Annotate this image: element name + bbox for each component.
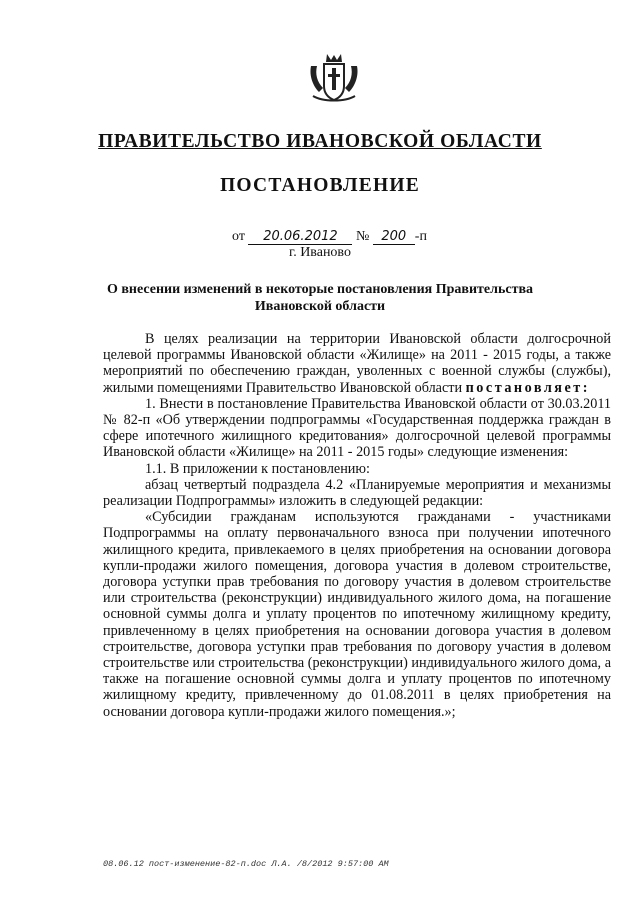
- document-meta: [232, 229, 427, 245]
- document-subject: О внесении изменений в некоторые постановления Правительства Ивановской области: [106, 282, 534, 314]
- preamble-paragraph: [103, 331, 611, 396]
- paragraph-1: 1. Внести в постановление Правительства Ивановской области от 30.03.2011 № 82-п «Об утверждении подпрограммы «Государственная поддержка граждан в сфере ипотечного жилищного кредитования» долгосрочной целевой программы Ивановской области «Жилище» на 2011 - 2015 годы» следующие изменения:: [103, 395, 611, 461]
- preamble-text: В целях реализации на территории Ивановской области долгосрочной целевой программы Ивановской области «Жилище» на 2011 - 2015 годы, а также мероприятий по обеспечению граждан, уволенных с военной службы (службы), жилыми помещениями Правительство Ивановской области: [103, 331, 611, 396]
- paragraph-1-1: 1.1. В приложении к постановлению:: [145, 460, 370, 477]
- number-suffix: -п: [414, 229, 427, 244]
- document-number: 200: [373, 229, 415, 245]
- file-footer: 08.06.12 пост-изменение-82-п.doc Л.А. /8/2012 9:57:00 AM: [103, 859, 389, 869]
- document-body: [103, 331, 611, 720]
- document-type: ПОСТАНОВЛЕНИЕ: [220, 175, 420, 196]
- document-date: 20.06.2012: [248, 229, 352, 245]
- city: г. Иваново: [289, 245, 351, 260]
- date-label: от: [232, 229, 245, 244]
- paragraph-quote: «Субсидии гражданам используются гражданами - участниками Подпрограммы на оплату первоначального взноса при получении ипотечного жилищного кредита, привлекаемого в целях приобретения на основании договора купли-продажи жилого помещения, договора участия в долевом строительстве, договора уступки прав требования по договору участия в долевом строительстве или строительства (реконструкции) индивидуального жилого дома, на погашение основной суммы долга и уплату процентов по ипотечному жилищному кредиту, привлеченному в целях приобретения на основании договора участия в долевом строительстве, договора уступки прав требования по договору участия в долевом строительстве или строительства (реконструкции) индивидуального жилого дома, а также на погашение основной суммы долга и уплату процентов по ипотечному жилищному кредиту, привлеченному до 01.08.2011 в целях приобретения на основании договора купли-продажи жилого помещения.»;: [103, 509, 611, 720]
- government-title: ПРАВИТЕЛЬСТВО ИВАНОВСКОЙ ОБЛАСТИ: [98, 131, 542, 152]
- number-label: №: [355, 229, 370, 244]
- paragraph-abzac: абзац четвертый подраздела 4.2 «Планируемые мероприятия и механизмы реализации Подпрограммы» изложить в следующей редакции:: [103, 476, 611, 510]
- resolves-word: постановляет:: [465, 379, 590, 396]
- coat-of-arms-icon: [305, 52, 363, 104]
